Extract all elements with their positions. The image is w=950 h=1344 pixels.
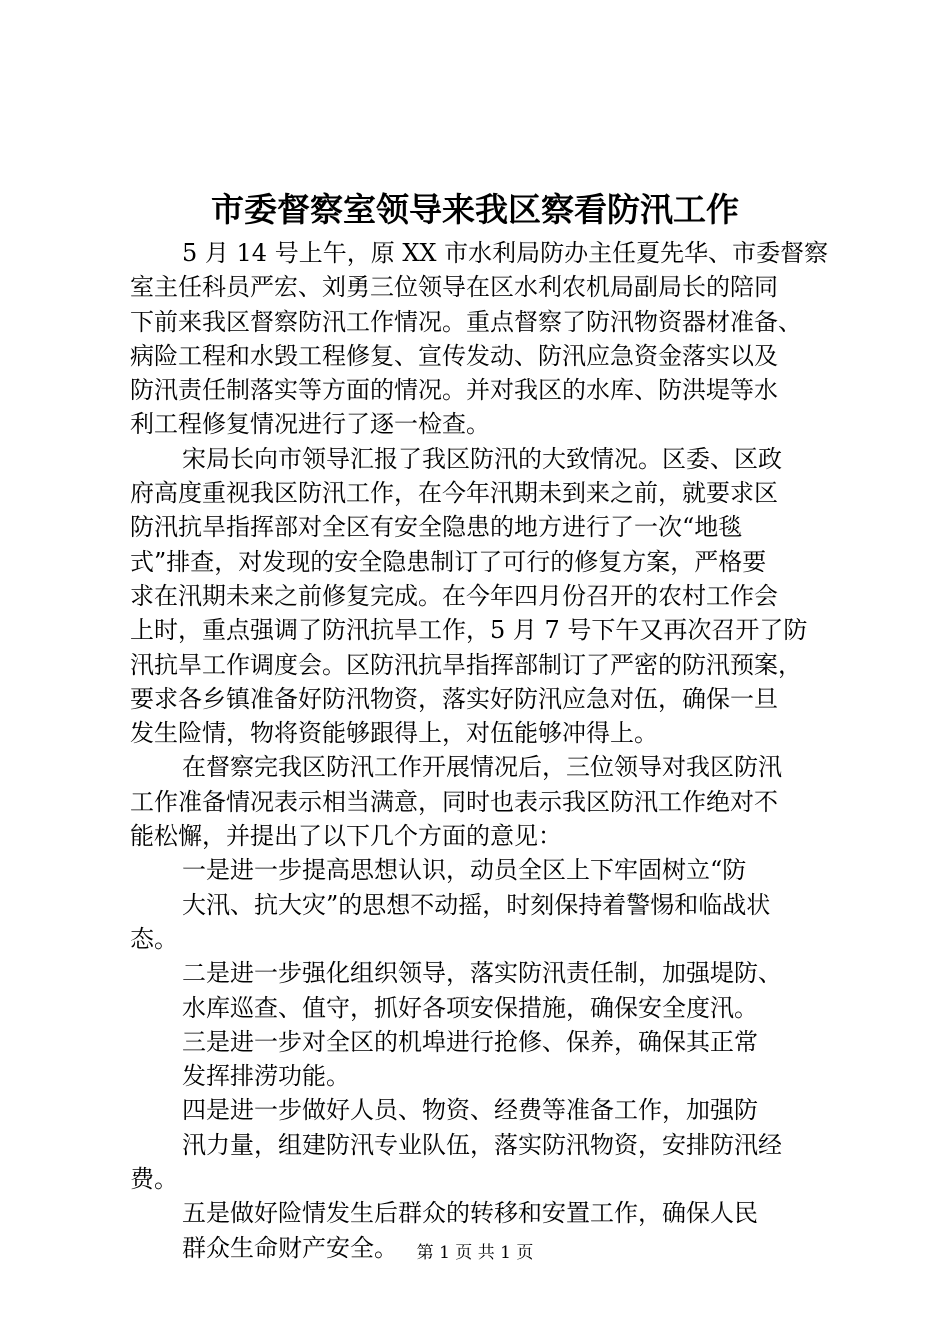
document-title: 市委督察室领导来我区察看防汛工作 [211, 190, 739, 229]
paragraph-line: 工作准备情况表示相当满意，同时也表示我区防汛工作绝对不 [130, 787, 778, 816]
paragraph-line: 能松懈，并提出了以下几个方面的意见： [130, 822, 562, 851]
paragraph-line: 在督察完我区防汛工作开展情况后，三位领导对我区防汛 [182, 753, 782, 782]
list-item-line: 态。 [130, 924, 178, 953]
paragraph-line: 防汛责任制落实等方面的情况。并对我区的水库、防洪堤等水 [130, 376, 778, 405]
document-body [130, 236, 830, 1265]
list-item-line: 发挥排涝功能。 [182, 1062, 350, 1091]
paragraph-line: 发生险情，物将资能够跟得上，对伍能够冲得上。 [130, 719, 658, 748]
page-footer: 第 1 页 共 1 页 [416, 1243, 534, 1263]
list-item-line: 大汛、抗大灾”的思想不动摇，时刻保持着警惕和临战状 [182, 890, 771, 919]
paragraph-line: 求在汛期未来之前修复完成。在今年四月份召开的农村工作会 [130, 581, 778, 610]
paragraph-line: 防汛抗旱指挥部对全区有安全隐患的地方进行了一次“地毯 [130, 513, 743, 542]
paragraph-line: 府高度重视我区防汛工作，在今年汛期未到来之前，就要求区 [130, 479, 778, 508]
paragraph-line: 利工程修复情况进行了逐一检查。 [130, 410, 490, 439]
paragraph-line: 室主任科员严宏、刘勇三位领导在区水利农机局副局长的陪同 [130, 273, 778, 302]
paragraph-line: 式”排查，对发现的安全隐患制订了可行的修复方案，严格要 [130, 547, 767, 576]
paragraph-line: 宋局长向市领导汇报了我区防汛的大致情况。区委、区政 [182, 444, 782, 473]
list-item-line: 水库巡查、值守，抓好各项安保措施，确保安全度汛。 [182, 993, 758, 1022]
list-item-line: 群众生命财产安全。 [182, 1233, 398, 1262]
list-item-line: 四是进一步做好人员、物资、经费等准备工作，加强防 [182, 1096, 758, 1125]
list-item-line: 汛力量，组建防汛专业队伍，落实防汛物资，安排防汛经 [182, 1130, 782, 1159]
paragraph-line: 上时，重点强调了防汛抗旱工作，5 月 7 号下午又再次召开了防 [130, 616, 808, 645]
paragraph-line: 要求各乡镇准备好防汛物资，落实好防汛应急对伍，确保一旦 [130, 684, 778, 713]
list-item-line: 五是做好险情发生后群众的转移和安置工作，确保人民 [182, 1199, 758, 1228]
paragraph-line: 病险工程和水毁工程修复、宣传发动、防汛应急资金落实以及 [130, 341, 778, 370]
list-item-line: 一是进一步提高思想认识，动员全区上下牢固树立“防 [182, 856, 747, 885]
paragraph-line: 汛抗旱工作调度会。区防汛抗旱指挥部制订了严密的防汛预案， [130, 650, 802, 679]
list-item-line: 三是进一步对全区的机埠进行抢修、保养，确保其正常 [182, 1027, 758, 1056]
list-item-line: 二是进一步强化组织领导，落实防汛责任制，加强堤防、 [182, 959, 782, 988]
paragraph-line: 5 月 14 号上午，原 XX 市水利局防办主任夏先华、市委督察 [182, 239, 829, 267]
list-item-line: 费。 [130, 1165, 178, 1194]
paragraph-line: 下前来我区督察防汛工作情况。重点督察了防汛物资器材准备、 [130, 307, 802, 336]
